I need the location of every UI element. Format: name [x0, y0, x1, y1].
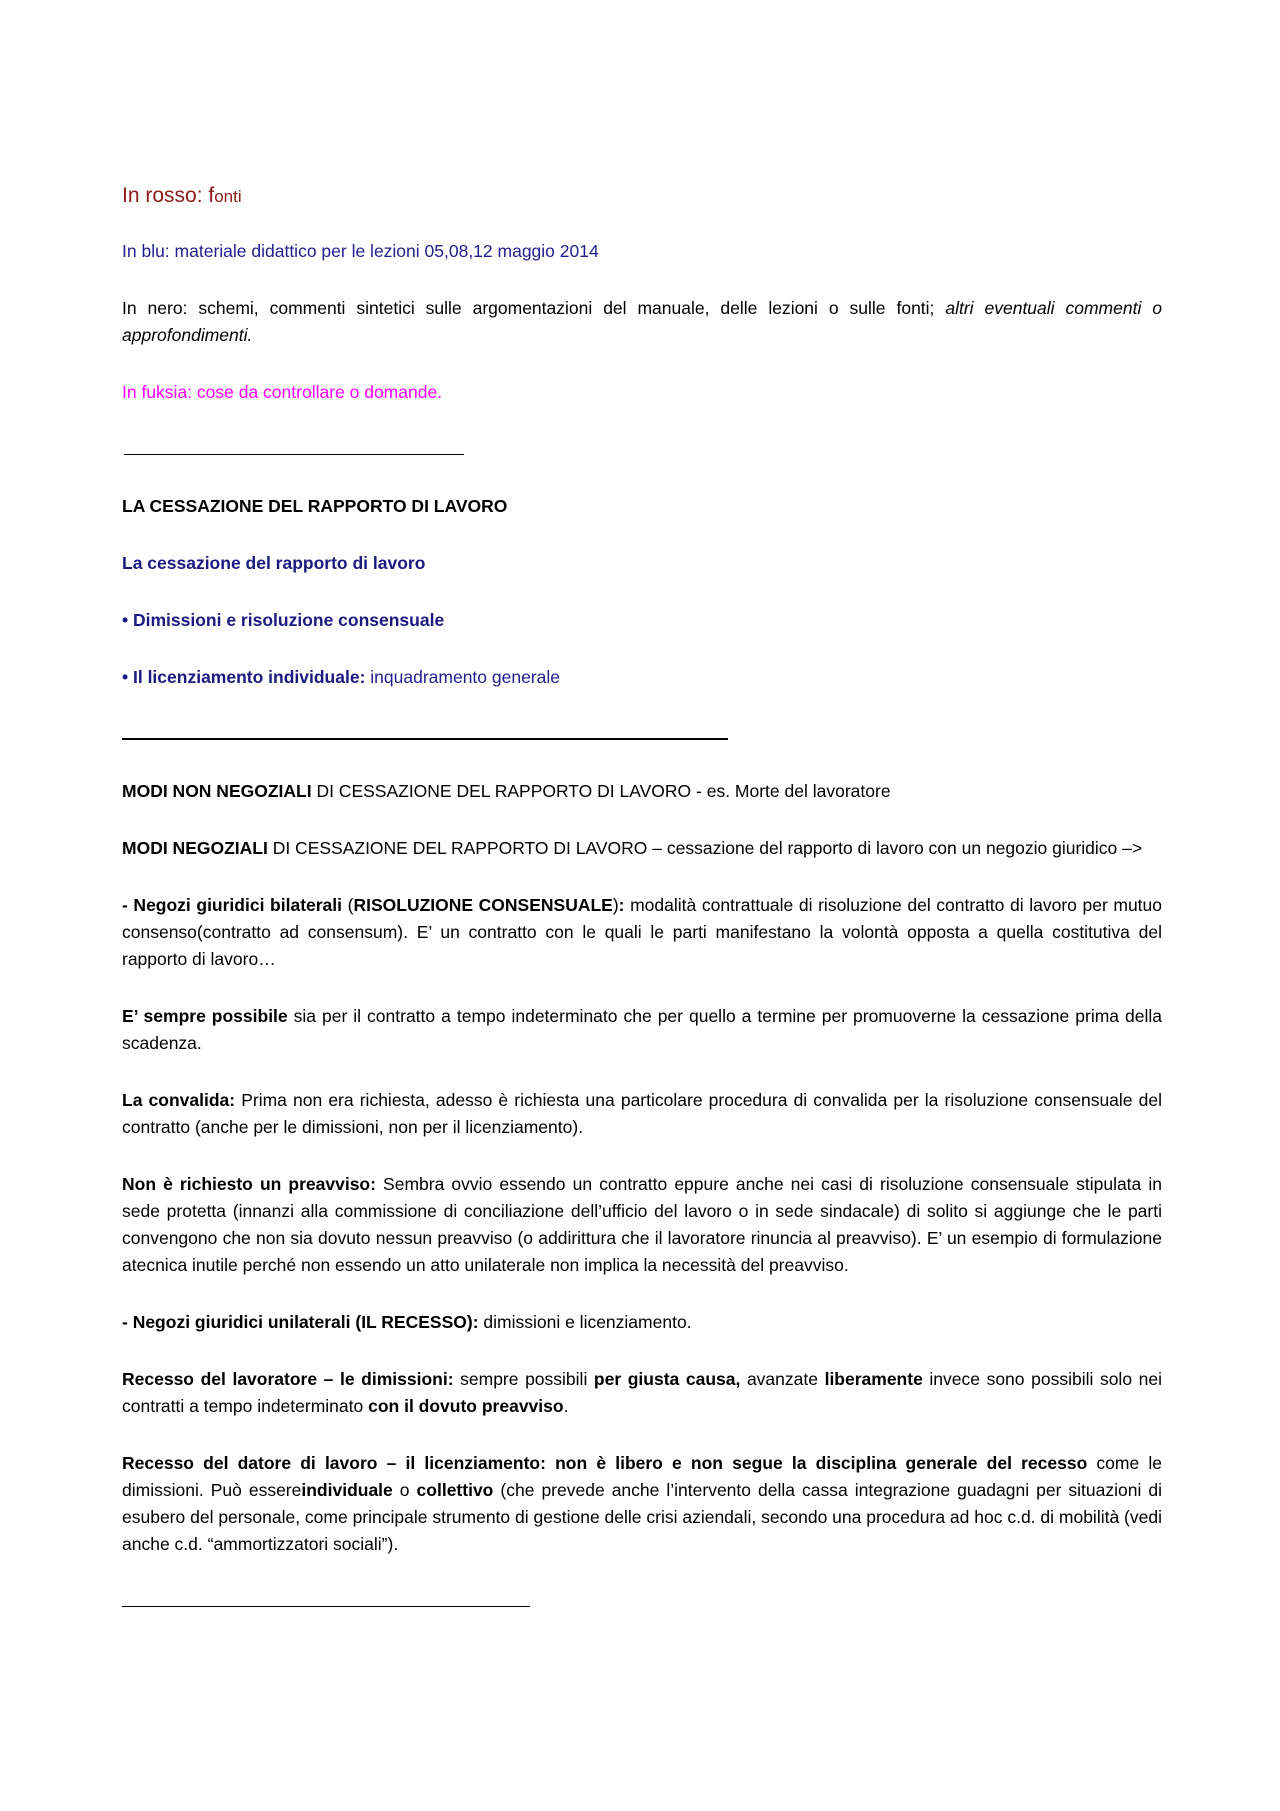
recesso-datore-b3: collettivo [416, 1480, 494, 1500]
negozi-bilaterali-t1: ( [342, 895, 354, 915]
negozi-unilaterali [122, 1309, 1162, 1336]
legend-blue: In blu: materiale didattico per le lezioni 05,08,12 maggio 2014 [122, 241, 599, 261]
negozi-bilaterali-t2: ) [612, 895, 619, 915]
lesson-item-licenziamento-rest: inquadramento generale [365, 667, 560, 687]
recesso-datore-t2: o [392, 1480, 417, 1500]
separator-short [122, 436, 1162, 463]
recesso-datore-b2: individuale [301, 1480, 393, 1500]
sempre-possibile-rest: sia per il contratto a tempo indeterminato che per quello a termine per promuoverne la cessazione prima della scadenza. [122, 1006, 1162, 1053]
sempre-possibile-bold: E’ sempre possibile [122, 1006, 288, 1026]
negozi-unilaterali-rest: dimissioni e licenziamento. [478, 1312, 692, 1332]
legend-black-italic: altri eventuali commenti o approfondimenti. [122, 298, 1163, 345]
legend-red [122, 182, 1162, 210]
recesso-lavoratore-t4: . [563, 1396, 569, 1416]
preavviso-bold: Non è richiesto un preavviso: [122, 1174, 376, 1194]
legend-fuchsia: In fuksia: cose da controllare o domande. [122, 382, 443, 402]
negozi-unilaterali-bold: - Negozi giuridici unilaterali (IL RECESSO): [122, 1312, 479, 1332]
recesso-lavoratore-b3: liberamente [824, 1369, 923, 1389]
recesso-lavoratore-b4: con il dovuto preavviso [368, 1396, 564, 1416]
separator-long [122, 721, 1162, 748]
recesso-lavoratore-b2: per giusta causa, [593, 1369, 741, 1389]
negozi-bilaterali-b1: - Negozi giuridici bilaterali [122, 895, 343, 915]
recesso-datore-t3: (che prevede anche l’intervento della cassa integrazione guadagni per situazioni di esubero del personale, come principale strumento di gestione delle crisi aziendali, secondo una procedura ad hoc c.d. di mobilità (vedi anche c.d. “ammortizzatori sociali”). [122, 1480, 1162, 1554]
legend-black-plain: In nero: schemi, commenti sintetici sulle argomentazioni del manuale, delle lezioni o sulle fonti; [122, 298, 946, 318]
recesso-lavoratore-b1: Recesso del lavoratore – le dimissioni: [122, 1369, 454, 1389]
negozi-bilaterali-b2: RISOLUZIONE CONSENSUALE [353, 895, 613, 915]
recesso-datore [122, 1450, 1162, 1558]
legend-red-prefix: In rosso: f [122, 184, 215, 207]
recesso-lavoratore-t3: invece sono possibili solo nei contratti a tempo indeterminato [122, 1369, 1162, 1416]
modi-non-negoziali-bold: MODI NON NEGOZIALI [122, 781, 312, 801]
negozi-bilaterali [122, 892, 1162, 973]
modi-non-negoziali-rest: DI CESSAZIONE DEL RAPPORTO DI LAVORO - es. Morte del lavoratore [311, 781, 891, 801]
convalida [122, 1087, 1162, 1141]
negozi-bilaterali-b3: : [618, 895, 625, 915]
page-title: LA CESSAZIONE DEL RAPPORTO DI LAVORO [122, 496, 508, 516]
modi-negoziali-bold: MODI NEGOZIALI [122, 838, 268, 858]
preavviso-rest: Sembra ovvio essendo un contratto eppure anche nei casi di risoluzione consensuale stipulata in sede protetta (innanzi alla commissione di conciliazione dell’ufficio del lavoro o in sede sindacale) di solito si aggiunge che le parti convengono che non sia dovuto nessun preavviso (o addirittura che il lavoratore rinuncia al preavviso). E’ un esempio di formulazione atecnica inutile perché non essendo un atto unilaterale non implica la necessità del preavviso. [122, 1174, 1162, 1275]
legend-black [122, 295, 1162, 349]
modi-negoziali [122, 835, 1162, 862]
recesso-lavoratore-t1: sempre possibili [453, 1369, 594, 1389]
modi-non-negoziali [122, 778, 1162, 805]
preavviso [122, 1171, 1162, 1279]
lesson-item-licenziamento [122, 664, 1162, 691]
separator-bottom [122, 1588, 1162, 1615]
convalida-rest: Prima non era richiesta, adesso è richiesta una particolare procedura di convalida per la risoluzione consensuale del contratto (anche per le dimissioni, non per il licenziamento). [122, 1090, 1162, 1137]
recesso-datore-t1: come le dimissioni. Può essere [122, 1453, 1162, 1500]
recesso-datore-b1: Recesso del datore di lavoro – il licenziamento: non è libero e non segue la disciplina generale del recesso [122, 1453, 1088, 1473]
lesson-item-licenziamento-bold: • Il licenziamento individuale: [122, 667, 366, 687]
convalida-bold: La convalida: [122, 1090, 236, 1110]
sempre-possibile [122, 1003, 1162, 1057]
modi-negoziali-rest: DI CESSAZIONE DEL RAPPORTO DI LAVORO – cessazione del rapporto di lavoro con un negozio giuridico –> [267, 838, 1143, 858]
recesso-lavoratore-t2: avanzate [740, 1369, 825, 1389]
lesson-heading: La cessazione del rapporto di lavoro [122, 553, 426, 573]
legend-red-suffix: onti [214, 187, 242, 206]
negozi-bilaterali-rest: modalità contrattuale di risoluzione del contratto di lavoro per mutuo consenso(contratto ad consensum). E’ un contratto con le quali le parti manifestano la volontà opposta a quella costitutiva del rapporto di lavoro… [122, 895, 1163, 969]
recesso-lavoratore [122, 1366, 1162, 1420]
lesson-item-dimissioni: • Dimissioni e risoluzione consensuale [122, 610, 445, 630]
